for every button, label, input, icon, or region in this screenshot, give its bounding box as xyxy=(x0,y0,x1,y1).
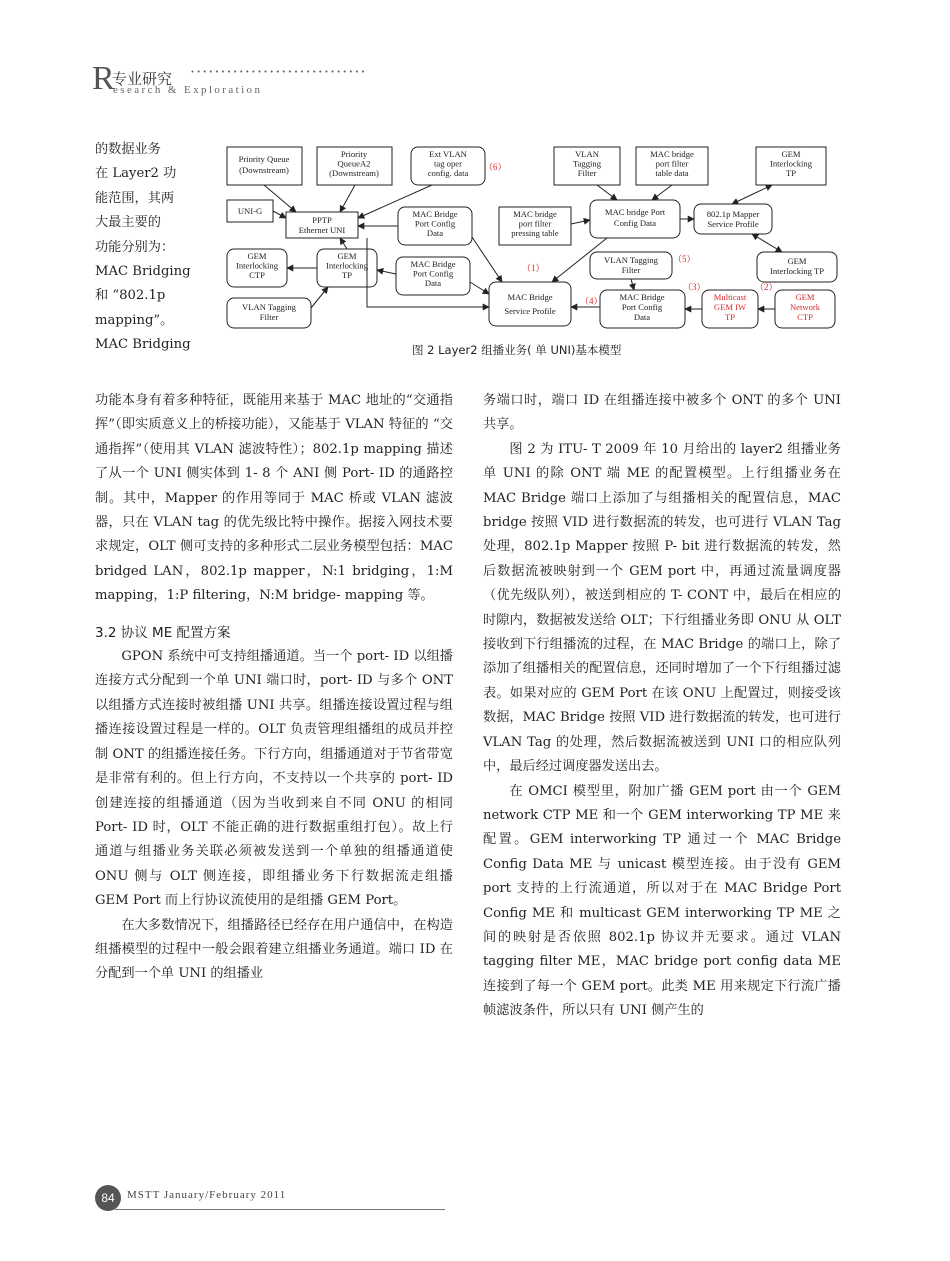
label-gem-ictp: GEM Interlocking CTP xyxy=(236,251,278,280)
header-dots: ····························· xyxy=(190,62,367,81)
edge-itp-pptp xyxy=(340,238,347,249)
marker-4: （4） xyxy=(580,296,603,306)
intro-line: 在 Layer2 功 xyxy=(95,166,177,182)
left-paragraph-tail: 功能本身有着多种特征，既能用来基于 MAC 地址的“交通指挥”（即实质意义上的桥接功能），又能基于 VLAN 特征的 “交通指挥”（使用其 VLAN 滤波特性）；802.1p mapping 描述了从一个 UNI 侧实体到 1- 8 个 ANI 侧 Port- ID 的通路控制。其中，Mapper 的作用等同于 MAC 桥或 VLAN 滤波器，只在 VLAN tag 的优先级比特中操作。据接入网技术要求规定，OLT 侧可支持的多种形式二层业务模型包括：MAC bridged LAN，802.1p mapper，N:1 bridging，1:M mapping，1:P filtering，N:M bridge- mapping 等。 xyxy=(95,393,453,604)
edge-vlanlow-itp xyxy=(311,287,328,308)
marker-5: （5） xyxy=(673,254,696,264)
marker-2: （2） xyxy=(755,282,778,292)
intro-line: 功能分别为： xyxy=(95,239,175,255)
label-gem-network: GEM Network CTP xyxy=(789,292,821,322)
label-vlan-top: VLAN Tagging Filter xyxy=(572,149,602,178)
edge-pcd1-sp xyxy=(472,237,502,282)
intro-line: 能范围，其两 xyxy=(95,190,175,206)
label-press: MAC bridge port filter pressing table xyxy=(511,209,559,238)
intro-line: mapping”。 xyxy=(95,312,174,328)
section-heading: 3.2 协议 ME 配置方案 xyxy=(95,624,231,641)
label-mac-table: MAC bridge port filter table data xyxy=(650,149,694,178)
left-paragraph-1: GPON 系统中可支持组播通道。当一个 port- ID 以组播连接方式分配到一个单 UNI 端口时，port- ID 与多个 ONT 以组播方式连接时被组播 UNI 共享。组播连接设置过程与组播连接设置过程是一样的。OLT 负责管理组播组的成员并控制 ONT 的组播连接任务。下行方向，组播通道对于节省带宽是非常有利的。但上行方向，不支持以一个共享的 port- ID 创建连接的组播通道（因为当收到来自不同 ONU 的相同 Port- ID 时，OLT 不能正确的进行数据重组打包）。故上行通道与组播业务关联必须被发送到一个单独的组播通道使 ONU 侧与 OLT 侧连接，即组播业务下行数据流走组播 GEM Port 而上行协议流使用的是组播 GEM Port。 xyxy=(95,649,453,909)
header-title: 专业研究 xyxy=(112,70,173,88)
label-pcdtop: MAC bridge Port Config Data xyxy=(604,207,666,228)
right-paragraph-2: 在 OMCI 模型里，附加广播 GEM port 由一个 GEM network CTP ME 和一个 GEM interworking TP ME 来配置。GEM interworking TP 通过一个 MAC Bridge Config Data ME 与 unicast 模型连接。由于没有 GEM port 支持的上行流通道，所以对于在 MAC Bridge Port Config ME 和 multicast GEM interworking TP ME 之间的映射是否依照 802.1p 协议并无要求。通过 VLAN tagging filter ME，MAC bridge port config data ME 连接到了每一个 GEM port。此类 ME 用来规定下行流广播帧滤波条件，所以只有 UNI 侧产生的 xyxy=(483,783,841,1019)
header-letter: R xyxy=(92,60,115,97)
box-mac-service-profile xyxy=(489,282,571,326)
intro-narrow-column xyxy=(95,138,203,358)
header-subtitle: esearch & Exploration xyxy=(113,84,263,96)
intro-line: 和 “802.1p xyxy=(95,288,166,304)
label-gem-itp-r: GEM Interlocking TP xyxy=(769,256,825,276)
label-uni-g: UNI-G xyxy=(237,206,263,216)
edge-pqa2-pptp xyxy=(340,185,355,212)
label-pcd1: MAC Bridge Port Config Data xyxy=(412,209,458,238)
edge-mapper-gemtop xyxy=(732,185,772,204)
right-paragraph-1: 图 2 为 ITU- T 2009 年 10 月给出的 layer2 组播业务单 UNI 的除 ONT 端 ME 的配置模型。上行组播业务在 MAC Bridge 端口上添加了与组播相关的配置信息，MAC bridge 按照 VID 进行数据流的转发，也可进行 VLAN Tag 处理，802.1p Mapper 按照 P- bit 进行数据流的转发，然后数据流被映射到一个 GEM port 中，再通过流量调度器（优先级队列），被送到相应的 T- CONT 中，最后在相应的时隙内，数据被发送给 OLT；下行组播业务即 ONU 从 OLT 接收到下行组播流的过程，在 MAC Bridge 的端口上，除了添加了组播相关的配置信息，还同时增加了一个下行组播过滤表。如果对应的 GEM Port 在该 ONU 上配置过，则接受该数据，MAC Bridge 按照 VID 进行数据流的转发，也可进行 VLAN Tag 的处理，然后数据流被送到 UNI 口的相应队列中，最后经过调度器发送出去。 xyxy=(483,441,841,775)
edge-vlanmid-pcd3 xyxy=(631,279,634,290)
label-pptp: PPTP Ethernet UNI xyxy=(298,215,346,235)
edge-table-pcdtop xyxy=(652,185,672,200)
edge-unig-pptp xyxy=(273,211,286,218)
label-mapper: 802.1p Mapper Service Profile xyxy=(706,209,760,229)
left-paragraph-2: 在大多数情况下，组播路径已经存在用户通信中，在构造组播模型的过程中一般会跟着建立组播业务通道。端口 ID 在分配到一个单 UNI 的组播业 xyxy=(95,917,453,982)
journal-info: MSTT January/February 2011 xyxy=(127,1189,287,1201)
label-vlan-low: VLAN Tagging Filter xyxy=(242,302,296,322)
intro-line: MAC Bridging xyxy=(95,264,191,280)
marker-3: （3） xyxy=(683,282,706,292)
intro-line: 的数据业务 xyxy=(95,142,161,157)
right-column xyxy=(483,389,841,1024)
label-gem-itp: GEM Interlocking TP xyxy=(326,251,368,280)
label-gem-top: GEM Interlocking TP xyxy=(770,149,812,178)
figure-2-diagram xyxy=(222,142,844,337)
marker-1: （1） xyxy=(522,263,545,273)
left-column xyxy=(95,389,453,987)
figure-caption: 图 2 Layer2 组播业务( 单 UNI)基本模型 xyxy=(412,343,622,357)
label-vlan-mid: VLAN Tagging Filter xyxy=(604,255,658,275)
label-pcd3: MAC Bridge Port Config Data xyxy=(619,292,665,322)
edge-press-pcdtop xyxy=(571,220,590,224)
intro-line: MAC Bridging xyxy=(95,337,191,353)
label-mac-sp: MAC Bridge Service Profile xyxy=(504,292,556,316)
footer-rule xyxy=(115,1209,445,1210)
page-number: 84 xyxy=(95,1185,121,1211)
label-multicast: Multicast GEM IW TP xyxy=(713,292,747,322)
intro-line: 大最主要的 xyxy=(95,215,161,231)
label-pqa2: Priority QueueA2 (Downstream) xyxy=(329,149,379,178)
edge-mapper-gemr xyxy=(752,234,782,252)
edge-pcd2-sp xyxy=(470,282,489,294)
marker-6: （6） xyxy=(484,162,507,172)
label-pq: Priority Queue (Downstream) xyxy=(238,154,290,175)
edge-vlantop-pcdtop xyxy=(597,185,617,200)
edge-pcd2-itp xyxy=(377,270,396,274)
label-pcd2: MAC Bridge Port Config Data xyxy=(410,259,456,288)
label-ext-vlan: Ext VLAN tag oper config. data xyxy=(427,149,469,178)
right-paragraph-0: 务端口时，端口 ID 在组播连接中被多个 ONT 的多个 UNI 共享。 xyxy=(483,393,841,433)
